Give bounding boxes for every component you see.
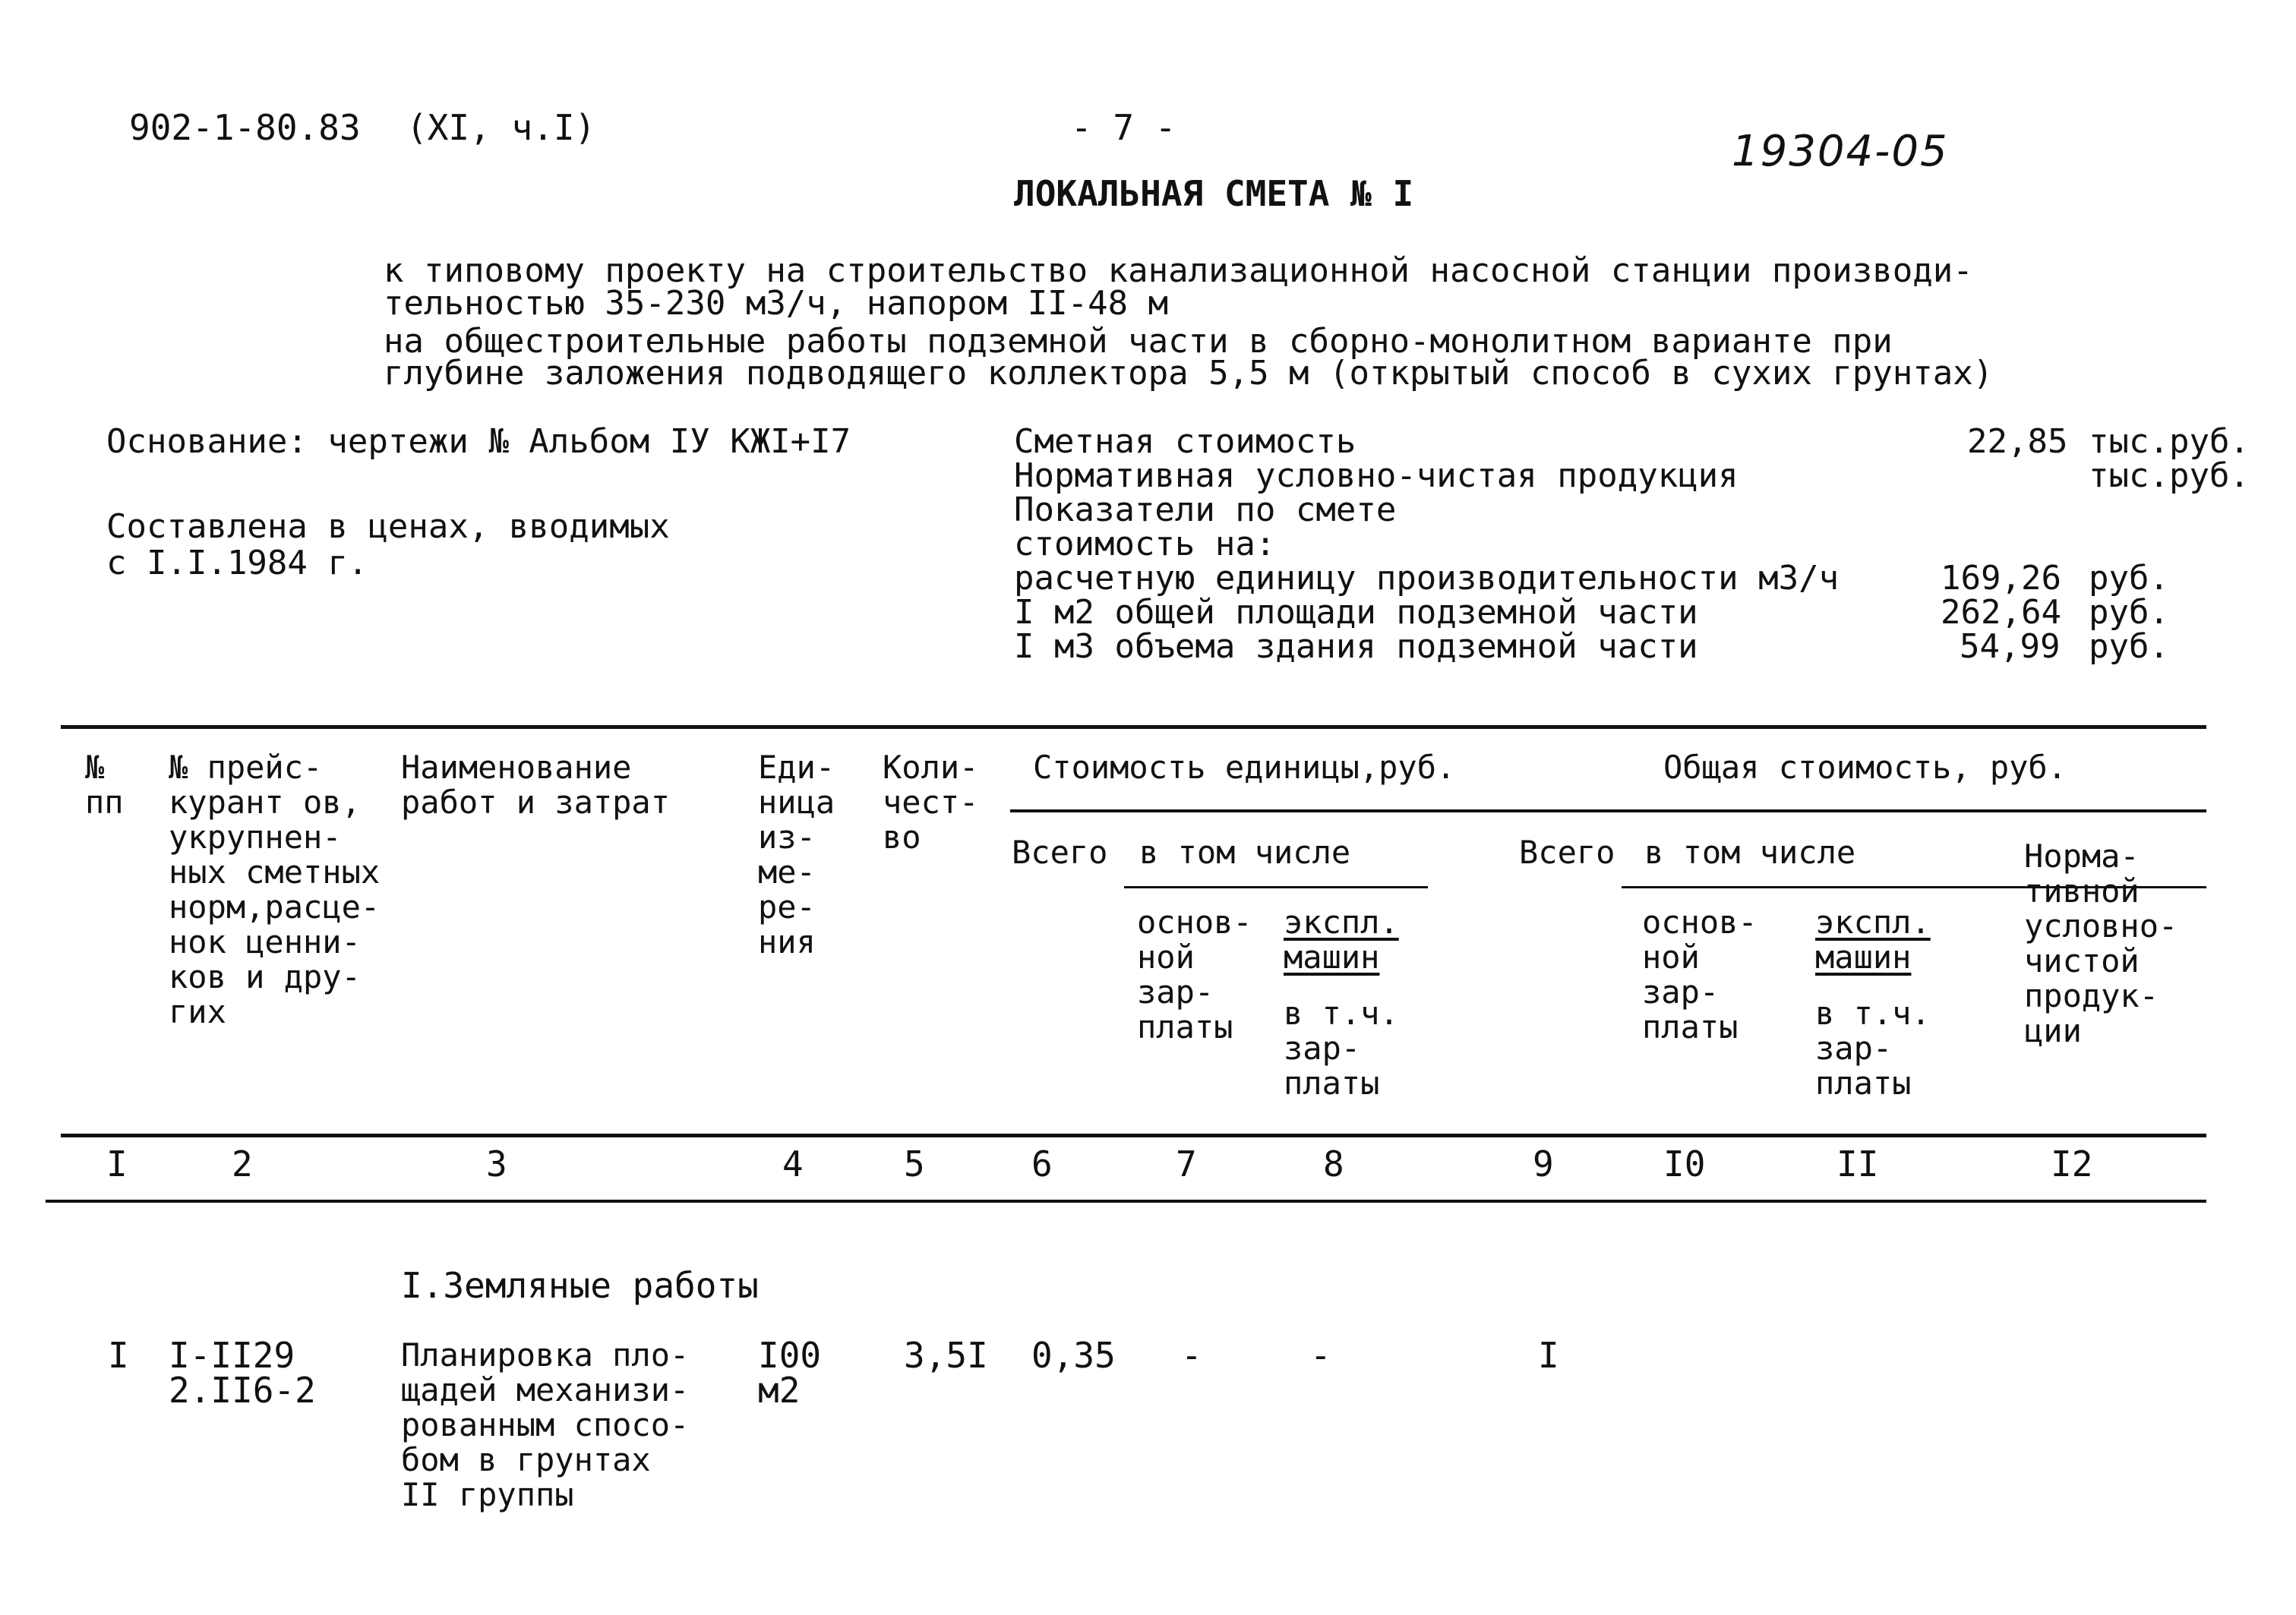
subtitle-line-4: глубине заложения подводящего коллектора 5,5 м (открытый способ в сухих грунтах) [384, 354, 1994, 393]
column-number-7: 7 [1176, 1143, 1197, 1184]
doc-code: 902-1-80.83 [129, 107, 361, 148]
page-number: - 7 - [1071, 107, 1176, 148]
header-vtch-2: в т.ч. зар- платы [1815, 995, 1931, 1102]
rule-under-cost-headers [1010, 809, 2206, 812]
row-1-quantity: 3,5I [904, 1335, 988, 1376]
header-normative: Норма- тивной условно- чистой продук- ции [2024, 837, 2178, 1049]
basis-line-3: с I.I.1984 г. [106, 544, 368, 582]
header-name: Наименование работ и затрат [401, 749, 671, 821]
header-bottom-rule [61, 1134, 2206, 1137]
page-title: ЛОКАЛЬНАЯ СМЕТА № I [1014, 173, 1414, 214]
header-v-tom-chisle-2: в том числе [1644, 834, 1856, 871]
row-1-number: I [108, 1335, 129, 1376]
indicator-value-4: 169,26 [1941, 559, 2061, 598]
subtitle-line-2: тельностью 35-230 м3/ч, напором II-48 м [384, 284, 1169, 323]
indicator-value-0: 22,85 [1967, 422, 2068, 461]
header-ekspl-2: экспл. машин [1815, 904, 1931, 976]
handwritten-number: 19304-05 [1732, 127, 1949, 176]
column-number-9: 9 [1533, 1143, 1554, 1184]
indicator-label-1: Нормативная условно-чистая продукция [1014, 456, 1739, 495]
row-1-unit: I00 м2 [758, 1335, 822, 1411]
header-quantity: Коли- чест- во [883, 749, 979, 856]
header-osnov-2: основ- ной зар- платы [1642, 904, 1758, 1046]
header-price-list: № прейс- курант ов, укрупнен- ных сметных норм,расце- нок ценни- ков и дру- гих [169, 749, 381, 1030]
row-1-unit-total: 0,35 [1031, 1335, 1116, 1376]
column-number-10: I0 [1663, 1143, 1706, 1184]
row-1-code: I-II29 2.II6-2 [169, 1335, 316, 1411]
row-1-unit-machine: - [1310, 1335, 1331, 1376]
subtitle-line-3: на общестроительные работы подземной части в сборно-монолитном варианте при [384, 322, 1893, 361]
indicator-unit-0: тыс.руб. [2089, 422, 2250, 461]
header-osnov-1: основ- ной зар- платы [1137, 904, 1252, 1046]
header-ekspl-1: экспл. машин [1284, 904, 1399, 976]
header-vtch-1: в т.ч. зар- платы [1284, 995, 1399, 1102]
rule-under-v-tom-chisle-1 [1124, 886, 1428, 888]
column-number-4: 4 [782, 1143, 804, 1184]
column-number-12: I2 [2051, 1143, 2093, 1184]
column-number-11: II [1836, 1143, 1879, 1184]
indicator-unit-1: тыс.руб. [2089, 456, 2250, 495]
indicator-value-6: 54,99 [1960, 627, 2061, 666]
basis-line-1: Основание: чертежи № Альбом IУ КЖI+I7 [106, 422, 851, 461]
indicator-unit-5: руб. [2089, 593, 2169, 632]
column-number-1: I [106, 1143, 128, 1184]
indicator-value-5: 262,64 [1941, 593, 2061, 632]
column-number-5: 5 [904, 1143, 925, 1184]
header-row-number: № пп [85, 749, 124, 821]
indicator-label-3: стоимость на: [1014, 525, 1276, 563]
indicator-label-2: Показатели по смете [1014, 490, 1397, 529]
indicator-unit-6: руб. [2089, 627, 2169, 666]
column-number-3: 3 [486, 1143, 507, 1184]
row-1-unit-wage: - [1181, 1335, 1202, 1376]
indicator-label-0: Сметная стоимость [1014, 422, 1356, 461]
indicator-label-5: I м2 общей площади подземной части [1014, 593, 1698, 632]
column-numbers-bottom-rule [46, 1200, 2206, 1203]
column-number-2: 2 [232, 1143, 253, 1184]
section-title: I.Земляные работы [401, 1265, 759, 1306]
header-vsego-2: Всего [1519, 834, 1615, 871]
row-1-total: I [1538, 1335, 1559, 1376]
indicator-label-4: расчетную единицу производительности м3/ч [1014, 559, 1840, 598]
indicator-label-6: I м3 объема здания подземной части [1014, 627, 1698, 666]
basis-line-2: Составлена в ценах, вводимых [106, 507, 670, 546]
header-v-tom-chisle-1: в том числе [1139, 834, 1351, 871]
header-unit-cost: Стоимость единицы,руб. [1033, 749, 1456, 786]
doc-part: (XI, ч.I) [406, 107, 596, 148]
row-1-name: Планировка пло- щадей механизи- рованным спосо- бом в грунтах II группы [401, 1336, 690, 1513]
table-top-rule [61, 725, 2206, 729]
subtitle-line-1: к типовому проекту на строительство канализационной насосной станции производи- [384, 251, 1973, 290]
indicator-unit-4: руб. [2089, 559, 2169, 598]
header-unit: Еди- ница из- ме- ре- ния [758, 749, 835, 960]
column-number-6: 6 [1031, 1143, 1053, 1184]
column-number-8: 8 [1323, 1143, 1344, 1184]
header-vsego-1: Всего [1012, 834, 1108, 871]
header-total-cost: Общая стоимость, руб. [1663, 749, 2067, 786]
